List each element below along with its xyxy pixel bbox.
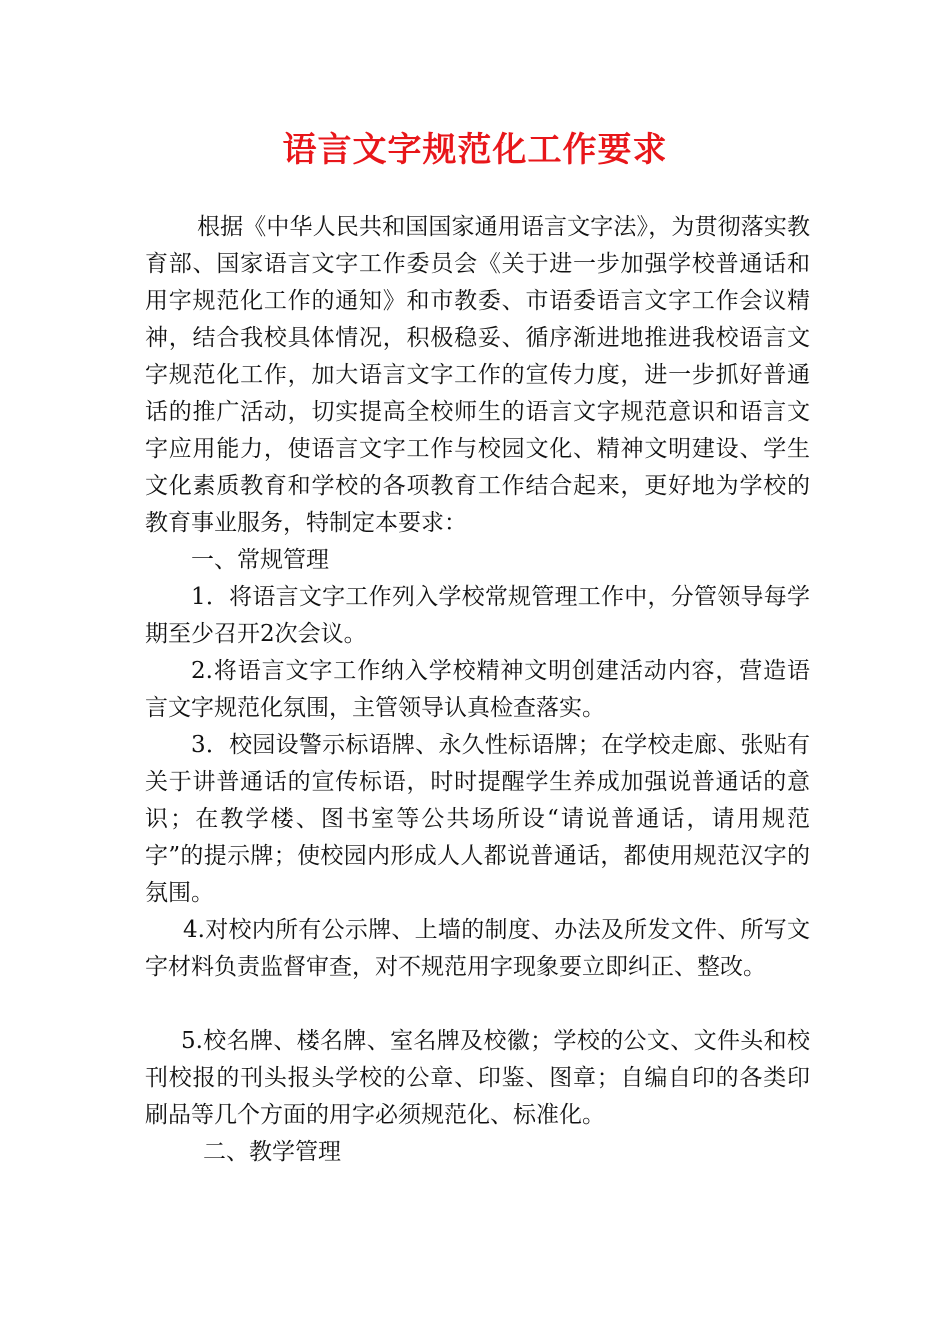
list-item-3: 3．校园设警示标语牌、永久性标语牌；在学校走廊、张贴有关于讲普通话的宣传标语，时时提醒学生养成加强说普通话的意识；在教学楼、图书室等公共场所设“请说普通话，请用规范字”的提示牌；使校园内形成人人都说普通话，都使用规范汉字的氛围。 [145,732,810,906]
list-item-5: 5.校名牌、楼名牌、室名牌及校徽；学校的公文、文件头和校刊校报的刊头报头学校的公章、印鉴、图章；自编自印的各类印刷品等几个方面的用字必须规范化、标准化。 [145,1028,810,1128]
document-title: 语言文字规范化工作要求 [282,130,668,170]
intro-paragraph: 根据《中华人民共和国国家通用语言文字法》，为贯彻落实教育部、国家语言文字工作委员会《关于进一步加强学校普通话和用字规范化工作的通知》和市教委、市语委语言文字工作会议精神，结合我校具体情况，积极稳妥、循序渐进地推进我校语言文字规范化工作，加大语言文字工作的宣传力度，进一步抓好普通话的推广活动，切实提高全校师生的语言文字规范意识和语言文字应用能力，使语言文字工作与校园文化、精神文明建设、学生文化素质教育和学校的各项教育工作结合起来，更好地为学校的教育事业服务，特制定本要求： [145,214,810,536]
list-item-4: 4.对校内所有公示牌、上墙的制度、办法及所发文件、所写文字材料负责监督审查，对不规范用字现象要立即纠正、整改。 [145,917,810,980]
section-heading-teaching-management: 二、教学管理 [203,1139,341,1165]
list-item-1: 1．将语言文字工作列入学校常规管理工作中，分管领导每学期至少召开2次会议。 [145,584,810,647]
list-item-2: 2.将语言文字工作纳入学校精神文明创建活动内容，营造语言文字规范化氛围，主管领导认真检查落实。 [145,658,810,721]
section-heading-routine-management: 一、常规管理 [191,547,329,573]
document-body [145,209,810,1171]
